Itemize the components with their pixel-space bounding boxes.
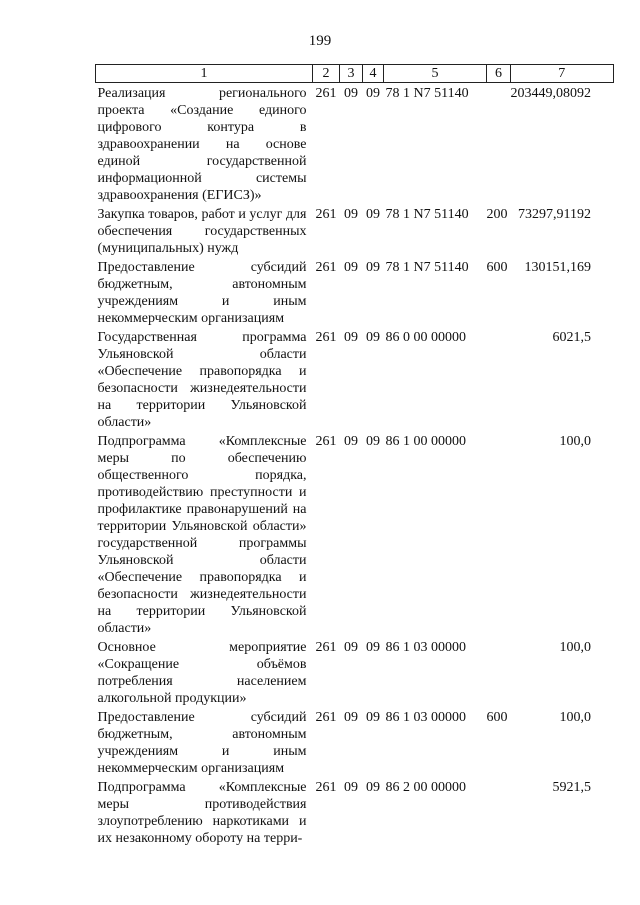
row-section: 09	[344, 780, 358, 795]
table-row	[96, 431, 614, 637]
row-expense-type	[487, 83, 511, 205]
row-expense-type	[487, 637, 511, 707]
row-amount: 100,0	[559, 434, 591, 449]
table-row	[96, 257, 614, 327]
row-amount: 6021,5	[552, 330, 591, 345]
row-subsection: 09	[366, 434, 380, 449]
row-expense-type: 600	[486, 260, 508, 275]
row-section: 09	[344, 207, 358, 222]
row-target-article: 86 1 03 00000	[385, 710, 466, 725]
row-subsection: 09	[366, 640, 380, 655]
row-grbs: 261	[315, 86, 337, 101]
table-row	[96, 204, 614, 257]
table-header-row	[96, 65, 614, 83]
row-expense-type: 600	[486, 710, 508, 725]
row-name: Подпрограмма «Комплексные меры по обеспечению общественного порядка, противодействию преступности и профилактике правонарушений на территории Ульяновской области» государственной программы Ульяновской области «Обеспечение правопорядка и безопасности жизнедеятельности на территории Ульяновской области»	[97, 434, 307, 636]
row-amount: 73297,91192	[518, 207, 591, 222]
row-target-article: 78 1 N7 51140	[385, 207, 469, 222]
row-amount: 5921,5	[552, 780, 591, 795]
row-section: 09	[344, 260, 358, 275]
header-col-2: 2	[313, 65, 340, 83]
table-row	[96, 327, 614, 431]
row-name: Предоставление субсидий бюджетным, автономным учреждениям и иным некоммерческим организациям	[97, 710, 307, 776]
row-expense-type: 200	[486, 207, 508, 222]
row-target-article: 86 0 00 00000	[385, 330, 466, 345]
header-col-7: 7	[511, 65, 614, 83]
row-name: Подпрограмма «Комплексные меры противодействия злоупотреблению наркотиками и их незаконному обороту на терри-	[97, 780, 307, 846]
table-row	[96, 637, 614, 707]
row-name: Реализация регионального проекта «Создание единого цифрового контура в здравоохранении на основе единой государственной информационной системы здравоохранения (ЕГИСЗ)»	[97, 86, 307, 203]
row-name: Закупка товаров, работ и услуг для обеспечения государственных (муниципальных) нужд	[97, 207, 307, 256]
row-name: Основное мероприятие «Сокращение объёмов потребления населением алкогольной продукции»	[97, 640, 307, 706]
page-number: 199	[308, 33, 332, 49]
header-col-4: 4	[363, 65, 384, 83]
row-section: 09	[344, 710, 358, 725]
row-subsection: 09	[366, 710, 380, 725]
header-col-5: 5	[384, 65, 487, 83]
row-section: 09	[344, 434, 358, 449]
row-amount: 203449,08092	[510, 86, 591, 101]
row-amount: 130151,169	[524, 260, 591, 275]
row-subsection: 09	[366, 330, 380, 345]
row-name: Государственная программа Ульяновской области «Обеспечение правопорядка и безопасности жизнедеятельности на территории Ульяновской области»	[97, 330, 307, 430]
row-target-article: 86 1 03 00000	[385, 640, 466, 655]
row-grbs: 261	[315, 330, 337, 345]
row-subsection: 09	[366, 207, 380, 222]
table-row	[96, 777, 614, 847]
table-row	[96, 707, 614, 777]
row-expense-type	[487, 327, 511, 431]
row-expense-type	[487, 777, 511, 847]
row-amount: 100,0	[559, 640, 591, 655]
row-grbs: 261	[315, 710, 337, 725]
row-section: 09	[344, 86, 358, 101]
row-expense-type	[487, 431, 511, 637]
row-subsection: 09	[366, 780, 380, 795]
row-target-article: 78 1 N7 51140	[385, 260, 469, 275]
row-subsection: 09	[366, 86, 380, 101]
header-col-1: 1	[96, 65, 313, 83]
row-target-article: 86 2 00 00000	[385, 780, 466, 795]
row-name: Предоставление субсидий бюджетным, автономным учреждениям и иным некоммерческим организациям	[97, 260, 307, 326]
row-amount: 100,0	[559, 710, 591, 725]
row-section: 09	[344, 330, 358, 345]
row-grbs: 261	[315, 207, 337, 222]
row-section: 09	[344, 640, 358, 655]
row-target-article: 78 1 N7 51140	[385, 86, 469, 101]
row-grbs: 261	[315, 260, 337, 275]
header-col-3: 3	[340, 65, 363, 83]
row-target-article: 86 1 00 00000	[385, 434, 466, 449]
row-grbs: 261	[315, 434, 337, 449]
row-subsection: 09	[366, 260, 380, 275]
budget-table	[95, 64, 614, 847]
header-col-6: 6	[487, 65, 511, 83]
table-row	[96, 83, 614, 205]
row-grbs: 261	[315, 640, 337, 655]
row-grbs: 261	[315, 780, 337, 795]
